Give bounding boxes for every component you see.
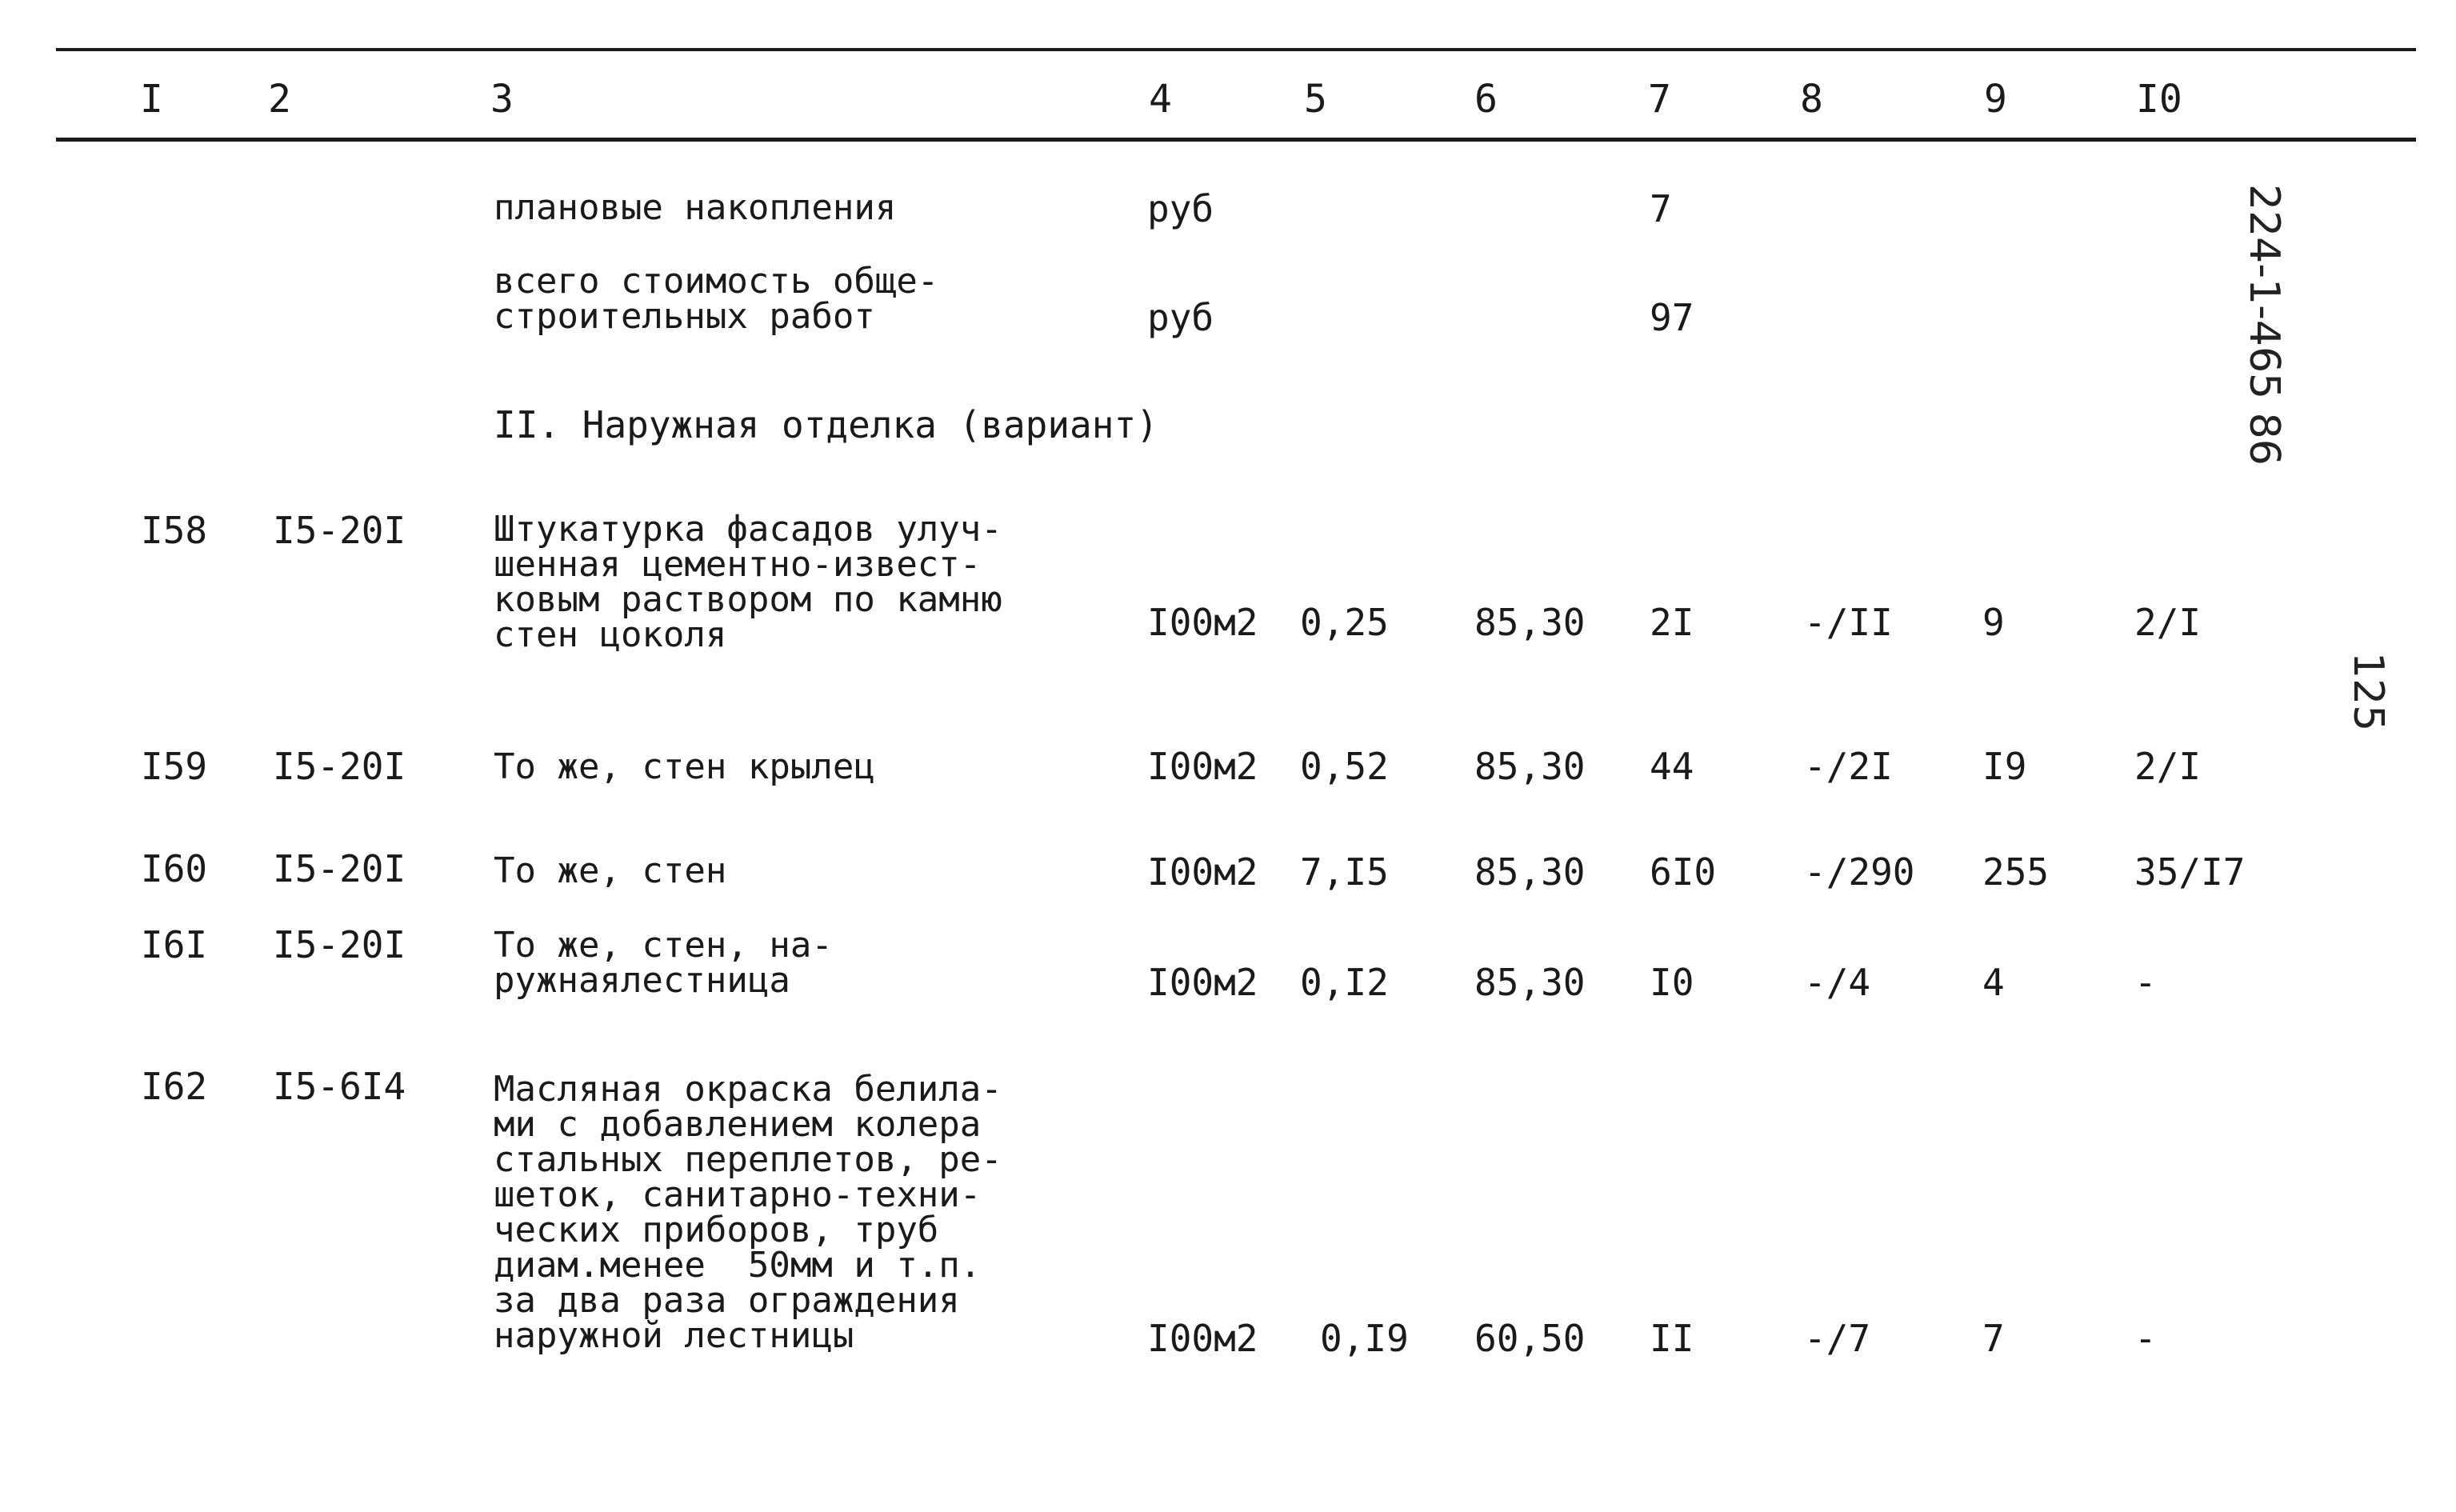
row-labor: 2/I bbox=[2134, 745, 2202, 788]
row-labor: - bbox=[2134, 1317, 2157, 1360]
row-code: I5-20I bbox=[273, 745, 406, 788]
row-unit: I00м2 bbox=[1147, 850, 1258, 894]
col-header-4: 4 bbox=[1149, 77, 1172, 122]
row-description: Масляная окраска белила- ми с добавлением колера стальных переплетов, ре- шеток, санитарно-техни- ческих приборов, труб диам.менее 50мм и т.п. за два раза ограждения наружной лестницы bbox=[494, 1069, 1002, 1356]
row-total: 44 bbox=[1650, 745, 1694, 788]
page-number: 125 bbox=[2344, 652, 2392, 732]
summary-label: плановые накопления bbox=[494, 187, 897, 228]
row-machines: 7 bbox=[1982, 1317, 2005, 1360]
margin-stamp: 224-1-465 86 bbox=[2240, 184, 2288, 466]
row-wages: -/4 bbox=[1804, 961, 1871, 1004]
row-total: I0 bbox=[1650, 961, 1694, 1004]
col-header-5: 5 bbox=[1304, 77, 1327, 122]
row-wages: -/II bbox=[1804, 601, 1893, 644]
col-header-10: I0 bbox=[2136, 77, 2182, 122]
row-qty: 7,I5 bbox=[1300, 850, 1389, 894]
row-wages: -/7 bbox=[1804, 1317, 1871, 1360]
row-code: I5-20I bbox=[273, 847, 406, 890]
row-unit: I00м2 bbox=[1147, 961, 1258, 1004]
row-code: I5-20I bbox=[273, 923, 406, 966]
row-number: I6I bbox=[141, 923, 208, 966]
col-header-3: 3 bbox=[490, 77, 514, 122]
row-wages: -/290 bbox=[1804, 850, 1915, 894]
row-qty: 0,I2 bbox=[1300, 961, 1389, 1004]
summary-unit: руб bbox=[1147, 187, 1214, 230]
col-header-6: 6 bbox=[1474, 77, 1498, 122]
row-machines: 4 bbox=[1982, 961, 2005, 1004]
row-price: 85,30 bbox=[1474, 961, 1586, 1004]
section-title: II. Наружная отделка (вариант) bbox=[494, 403, 1158, 446]
row-description: То же, стен крылец bbox=[494, 746, 875, 787]
row-labor: 35/I7 bbox=[2134, 850, 2246, 894]
row-number: I59 bbox=[141, 745, 208, 788]
row-number: I58 bbox=[141, 509, 208, 552]
row-total: 2I bbox=[1650, 601, 1694, 644]
row-description: То же, стен, на- ружнаялестница bbox=[494, 925, 833, 1001]
row-machines: 255 bbox=[1982, 850, 2050, 894]
row-qty: 0,I9 bbox=[1320, 1317, 1409, 1360]
summary-value: 7 bbox=[1650, 187, 1672, 230]
col-header-8: 8 bbox=[1800, 77, 1823, 122]
col-header-9: 9 bbox=[1984, 77, 2007, 122]
row-number: I60 bbox=[141, 847, 208, 890]
row-qty: 0,25 bbox=[1300, 601, 1389, 644]
row-price: 85,30 bbox=[1474, 601, 1586, 644]
row-price: 60,50 bbox=[1474, 1317, 1586, 1360]
row-number: I62 bbox=[141, 1065, 208, 1108]
col-header-7: 7 bbox=[1648, 77, 1671, 122]
col-header-2: 2 bbox=[268, 77, 291, 122]
top-rule bbox=[56, 48, 2416, 51]
row-price: 85,30 bbox=[1474, 745, 1586, 788]
row-machines: 9 bbox=[1982, 601, 2005, 644]
row-labor: - bbox=[2134, 961, 2157, 1004]
summary-unit: руб bbox=[1147, 296, 1214, 339]
row-total: 6I0 bbox=[1650, 850, 1717, 894]
row-code: I5-6I4 bbox=[273, 1065, 406, 1108]
col-header-1: I bbox=[140, 77, 163, 122]
row-wages: -/2I bbox=[1804, 745, 1893, 788]
row-machines: I9 bbox=[1982, 745, 2027, 788]
row-labor: 2/I bbox=[2134, 601, 2202, 644]
row-description: То же, стен bbox=[494, 850, 727, 891]
summary-value: 97 bbox=[1650, 296, 1694, 339]
row-total: II bbox=[1650, 1317, 1694, 1360]
summary-label: всего стоимость обще- строительных работ bbox=[494, 261, 939, 337]
row-description: Штукатурка фасадов улуч- шенная цементно-извест- ковым раствором по камню стен цоколя bbox=[494, 509, 1002, 655]
header-rule bbox=[56, 138, 2416, 142]
row-unit: I00м2 bbox=[1147, 1317, 1258, 1360]
row-code: I5-20I bbox=[273, 509, 406, 552]
row-qty: 0,52 bbox=[1300, 745, 1389, 788]
row-price: 85,30 bbox=[1474, 850, 1586, 894]
row-unit: I00м2 bbox=[1147, 745, 1258, 788]
row-unit: I00м2 bbox=[1147, 601, 1258, 644]
